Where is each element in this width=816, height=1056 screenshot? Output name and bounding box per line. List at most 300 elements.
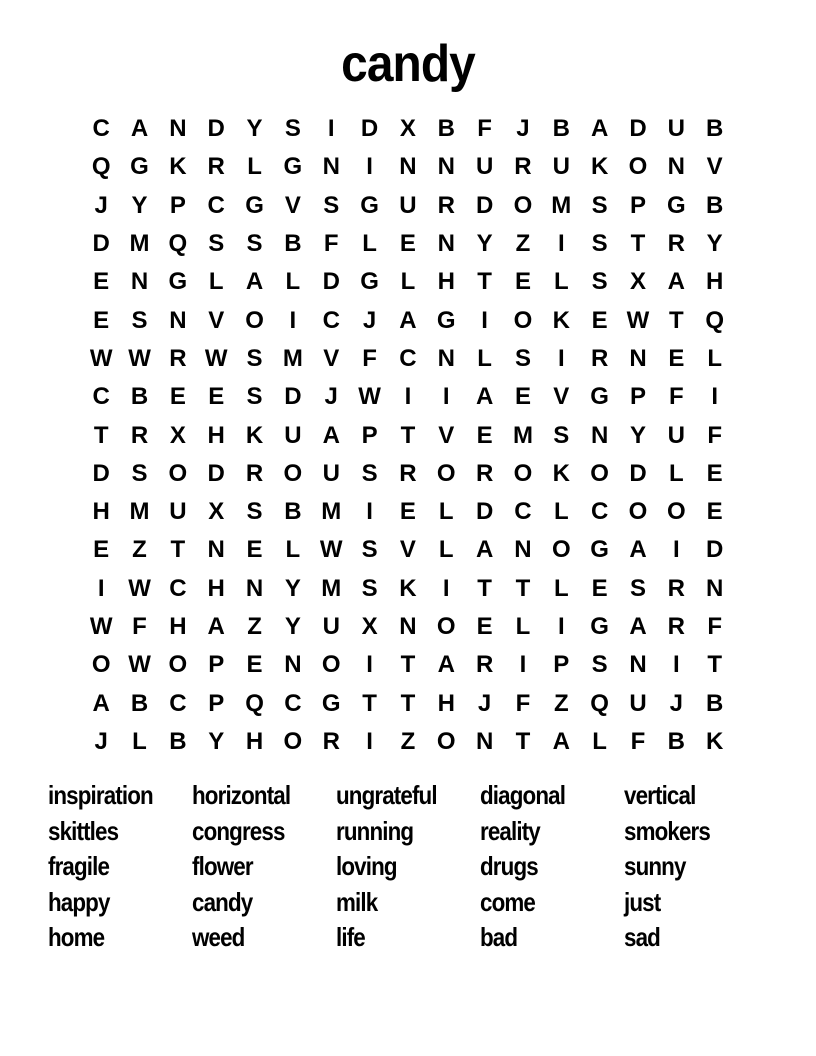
grid-letter: Z: [553, 689, 569, 717]
grid-letter: W: [358, 383, 381, 411]
grid-letter: H: [207, 421, 225, 449]
grid-letter: P: [553, 651, 570, 679]
grid-letter: R: [667, 613, 685, 640]
word-bank-item: home: [48, 922, 105, 952]
grid-letter: D: [207, 459, 225, 487]
word-bank: [48, 778, 768, 956]
grid-letter: M: [129, 230, 150, 258]
grid-letter: U: [629, 689, 647, 717]
grid-letter: R: [130, 421, 149, 449]
grid-letter: V: [284, 191, 301, 219]
grid-letter: A: [92, 689, 110, 717]
grid-letter: K: [552, 306, 570, 334]
grid-letter: R: [245, 459, 264, 487]
grid-letter: D: [475, 191, 494, 219]
grid-letter: K: [169, 153, 187, 181]
word-bank-item: sad: [624, 922, 660, 952]
grid-letter: K: [590, 153, 609, 181]
grid-letter: Q: [705, 306, 724, 334]
grid-letter: L: [592, 727, 607, 755]
grid-letter: E: [399, 498, 416, 526]
grid-letter: O: [551, 536, 571, 564]
grid-letter: P: [629, 191, 646, 219]
grid-letter: R: [590, 344, 609, 372]
grid-letter: H: [706, 268, 724, 296]
grid-letter: R: [475, 459, 494, 487]
grid-letter: H: [437, 268, 455, 296]
grid-row: [82, 110, 734, 148]
grid-letter: U: [667, 115, 685, 143]
grid-letter: A: [207, 613, 225, 640]
grid-letter: F: [515, 689, 531, 717]
grid-letter: O: [436, 727, 456, 755]
grid-letter: Q: [91, 153, 111, 181]
grid-letter: G: [168, 268, 188, 296]
grid-row: [82, 187, 734, 225]
grid-letter: R: [667, 230, 685, 258]
grid-letter: R: [399, 459, 417, 487]
grid-letter: G: [436, 306, 456, 334]
grid-letter: I: [557, 230, 565, 258]
grid-letter: O: [283, 727, 303, 755]
grid-letter: L: [553, 498, 569, 526]
grid-letter: L: [208, 268, 224, 296]
grid-letter: Q: [245, 689, 264, 717]
word-bank-item: bad: [480, 922, 518, 952]
word-bank-item: inspiration: [48, 780, 153, 810]
grid-letter: A: [667, 268, 685, 296]
grid-letter: A: [322, 421, 340, 449]
grid-letter: H: [207, 574, 225, 602]
grid-letter: D: [92, 459, 110, 487]
grid-letter: K: [399, 574, 417, 602]
grid-letter: N: [475, 727, 494, 755]
grid-letter: O: [168, 459, 188, 487]
grid-letter: J: [669, 689, 683, 717]
grid-row: [82, 340, 734, 378]
grid-letter: J: [362, 306, 377, 334]
grid-letter: T: [400, 689, 416, 717]
grid-letter: L: [247, 153, 262, 181]
grid-letter: E: [476, 613, 493, 640]
grid-letter: M: [282, 344, 303, 372]
grid-letter: N: [437, 230, 455, 258]
grid-letter: B: [284, 498, 302, 526]
word-bank-item: horizontal: [192, 780, 291, 810]
word-bank-item: flower: [192, 851, 253, 881]
grid-letter: U: [169, 498, 187, 526]
word-bank-item: milk: [336, 886, 378, 917]
word-bank-item: smokers: [624, 815, 710, 846]
grid-letter: S: [208, 230, 225, 258]
word-bank-item: running: [336, 815, 414, 846]
grid-letter: A: [629, 536, 647, 564]
word-bank-item: candy: [192, 886, 253, 917]
grid-letter: R: [207, 153, 225, 181]
grid-letter: O: [321, 651, 341, 679]
grid-letter: V: [323, 344, 340, 372]
page-title: candy: [341, 35, 475, 93]
grid-letter: E: [476, 421, 493, 449]
grid-letter: N: [399, 613, 417, 640]
grid-letter: P: [208, 689, 225, 717]
grid-letter: I: [289, 306, 297, 334]
grid-row: [82, 455, 734, 493]
grid-letter: G: [590, 613, 609, 640]
grid-letter: J: [477, 689, 492, 717]
grid-letter: O: [628, 498, 648, 526]
grid-letter: G: [283, 153, 303, 181]
grid-letter: Y: [246, 115, 263, 143]
grid-letter: N: [245, 574, 264, 602]
grid-letter: O: [513, 306, 533, 334]
grid-letter: F: [362, 344, 377, 372]
grid-letter: S: [361, 536, 378, 564]
grid-letter: N: [207, 536, 225, 564]
grid-letter: M: [551, 191, 572, 219]
grid-letter: D: [629, 115, 647, 143]
grid-letter: W: [128, 574, 151, 602]
grid-letter: O: [436, 613, 456, 640]
grid-letter: Y: [476, 230, 493, 258]
grid-letter: D: [322, 268, 340, 296]
grid-letter: A: [590, 115, 609, 143]
grid-letter: G: [590, 383, 609, 411]
grid-letter: R: [322, 727, 340, 755]
grid-letter: M: [512, 421, 533, 449]
word-bank-item: reality: [480, 815, 540, 846]
grid-letter: E: [93, 268, 110, 296]
grid-letter: G: [130, 153, 149, 181]
grid-letter: S: [629, 574, 646, 602]
grid-letter: W: [128, 651, 151, 679]
grid-letter: E: [706, 459, 723, 487]
grid-letter: B: [169, 727, 187, 755]
grid-letter: B: [437, 115, 455, 143]
word-bank-item: life: [336, 922, 365, 952]
grid-letter: B: [667, 727, 685, 755]
grid-letter: C: [399, 344, 417, 372]
grid-letter: I: [557, 613, 565, 640]
grid-letter: E: [246, 536, 263, 564]
grid-letter: N: [399, 153, 417, 181]
grid-letter: N: [169, 306, 187, 334]
grid-letter: S: [514, 344, 531, 372]
grid-letter: I: [672, 651, 680, 679]
grid-letter: O: [513, 191, 533, 219]
grid-letter: J: [94, 191, 108, 219]
grid-letter: O: [283, 459, 303, 487]
grid-row: [82, 684, 734, 722]
grid-letter: T: [362, 689, 377, 717]
grid-letter: W: [319, 536, 343, 564]
grid-letter: B: [706, 191, 724, 219]
word-bank-item: ungrateful: [336, 780, 437, 810]
grid-letter: I: [366, 153, 373, 181]
grid-letter: T: [477, 574, 492, 602]
grid-letter: Q: [168, 230, 188, 258]
grid-letter: B: [284, 230, 302, 258]
grid-letter: C: [590, 498, 609, 526]
grid-letter: H: [169, 613, 187, 640]
grid-letter: C: [169, 574, 187, 602]
grid-letter: Z: [247, 613, 262, 640]
grid-letter: I: [442, 574, 450, 602]
grid-letter: V: [438, 421, 455, 449]
grid-letter: C: [514, 498, 532, 526]
grid-letter: Z: [515, 230, 531, 258]
grid-letter: N: [437, 153, 455, 181]
grid-letter: N: [629, 651, 647, 679]
grid-letter: Y: [131, 191, 148, 219]
grid-letter: C: [284, 689, 302, 717]
grid-letter: W: [89, 344, 113, 372]
grid-letter: I: [442, 383, 450, 411]
grid-row: [82, 225, 734, 263]
word-bank-item: sunny: [624, 851, 686, 881]
grid-letter: P: [169, 191, 186, 219]
grid-letter: U: [399, 191, 417, 219]
grid-letter: K: [706, 727, 724, 755]
grid-letter: S: [591, 268, 608, 296]
grid-letter: L: [132, 727, 147, 755]
grid-letter: X: [629, 268, 646, 296]
grid-letter: N: [284, 651, 302, 679]
grid-letter: L: [438, 498, 454, 526]
grid-letter: Y: [706, 230, 723, 258]
grid-letter: N: [514, 536, 532, 564]
grid-letter: L: [668, 459, 684, 487]
grid-letter: F: [707, 421, 722, 449]
grid-letter: V: [553, 383, 570, 411]
grid-letter: I: [711, 383, 718, 411]
grid-letter: N: [437, 344, 455, 372]
grid-letter: L: [477, 344, 492, 372]
grid-letter: H: [92, 498, 110, 526]
grid-letter: M: [129, 498, 150, 526]
grid-letter: S: [284, 115, 301, 143]
grid-letter: D: [207, 115, 225, 143]
grid-letter: L: [285, 268, 301, 296]
grid-letter: D: [706, 536, 724, 564]
grid-letter: S: [591, 230, 608, 258]
grid-letter: C: [207, 191, 225, 219]
grid-letter: W: [128, 344, 151, 372]
grid-row: [82, 263, 734, 301]
grid-letter: S: [246, 344, 263, 372]
word-bank-item: congress: [192, 815, 285, 846]
grid-letter: I: [672, 536, 680, 564]
grid-letter: O: [628, 153, 648, 181]
grid-letter: D: [360, 115, 379, 143]
grid-letter: M: [321, 574, 342, 602]
grid-letter: E: [514, 268, 531, 296]
grid-letter: Q: [590, 689, 609, 717]
grid-letter: I: [557, 344, 565, 372]
grid-letter: G: [321, 689, 341, 717]
grid-letter: T: [400, 651, 416, 679]
grid-letter: T: [515, 727, 531, 755]
grid-letter: A: [399, 306, 417, 334]
grid-letter: N: [169, 115, 187, 143]
grid-letter: X: [208, 498, 225, 526]
grid-letter: J: [324, 383, 338, 411]
grid-letter: W: [204, 344, 228, 372]
grid-letter: E: [208, 383, 225, 411]
grid-letter: R: [667, 574, 685, 602]
grid-letter: P: [208, 651, 225, 679]
grid-letter: L: [285, 536, 301, 564]
grid-letter: B: [706, 689, 724, 717]
grid-letter: S: [361, 459, 378, 487]
grid-letter: R: [437, 191, 455, 219]
grid-letter: C: [169, 689, 187, 717]
grid-letter: T: [170, 536, 186, 564]
grid-letter: S: [591, 191, 608, 219]
grid-letter: G: [245, 191, 264, 219]
grid-letter: O: [245, 306, 264, 334]
grid-letter: H: [245, 727, 264, 755]
grid-row: [82, 723, 734, 761]
grid-letter: C: [92, 115, 110, 143]
grid-row: [82, 646, 734, 684]
grid-letter: C: [322, 306, 340, 334]
grid-letter: I: [481, 306, 488, 334]
grid-letter: P: [361, 421, 378, 449]
grid-letter: U: [322, 459, 340, 487]
grid-letter: J: [94, 727, 108, 755]
grid-letter: S: [553, 421, 570, 449]
grid-letter: K: [552, 459, 570, 487]
grid-letter: A: [552, 727, 570, 755]
grid-letter: M: [321, 498, 342, 526]
grid-letter: L: [400, 268, 416, 296]
grid-letter: A: [629, 613, 647, 640]
grid-letter: I: [366, 727, 373, 755]
word-bank-item: come: [480, 886, 535, 917]
grid-letter: A: [130, 115, 149, 143]
grid-letter: A: [475, 536, 494, 564]
grid-letter: E: [399, 230, 416, 258]
grid-letter: P: [629, 383, 646, 411]
puzzle-grid: [82, 110, 734, 761]
grid-letter: N: [706, 574, 724, 602]
grid-letter: Z: [132, 536, 147, 564]
grid-letter: I: [404, 383, 412, 411]
grid-letter: N: [629, 344, 647, 372]
word-bank-item: just: [624, 886, 661, 917]
grid-letter: G: [360, 191, 379, 219]
grid-letter: U: [667, 421, 685, 449]
grid-letter: G: [666, 191, 686, 219]
grid-letter: F: [630, 727, 646, 755]
grid-letter: X: [399, 115, 416, 143]
grid-letter: W: [89, 613, 113, 640]
grid-letter: T: [400, 421, 416, 449]
grid-letter: F: [477, 115, 492, 143]
grid-letter: L: [515, 613, 531, 640]
word-bank-item: weed: [192, 922, 245, 952]
grid-letter: K: [245, 421, 264, 449]
grid-row: [82, 416, 734, 454]
grid-letter: G: [590, 536, 609, 564]
grid-letter: Y: [284, 574, 301, 602]
grid-letter: S: [246, 498, 263, 526]
grid-letter: D: [475, 498, 494, 526]
grid-letter: C: [92, 383, 110, 411]
grid-letter: V: [399, 536, 416, 564]
grid-letter: L: [707, 344, 722, 372]
grid-letter: B: [552, 115, 570, 143]
grid-letter: D: [92, 230, 110, 258]
grid-row: [82, 378, 734, 416]
grid-letter: S: [131, 459, 148, 487]
grid-letter: I: [327, 115, 335, 143]
grid-letter: O: [91, 651, 111, 679]
grid-letter: X: [169, 421, 186, 449]
word-bank-item: happy: [48, 886, 110, 917]
grid-letter: R: [514, 153, 532, 181]
grid-letter: S: [591, 651, 608, 679]
grid-letter: R: [169, 344, 187, 372]
grid-row: [82, 148, 734, 186]
grid-letter: A: [475, 383, 494, 411]
grid-letter: T: [707, 651, 722, 679]
grid-letter: J: [516, 115, 530, 143]
grid-letter: T: [93, 421, 109, 449]
grid-letter: D: [629, 459, 647, 487]
grid-row: [82, 570, 734, 608]
grid-letter: F: [132, 613, 147, 640]
grid-letter: V: [706, 153, 723, 181]
grid-letter: S: [246, 383, 263, 411]
grid-letter: W: [626, 306, 650, 334]
grid-letter: X: [361, 613, 378, 640]
grid-letter: N: [322, 153, 340, 181]
grid-letter: A: [245, 268, 264, 296]
grid-letter: E: [93, 306, 110, 334]
grid-letter: B: [130, 689, 149, 717]
grid-letter: G: [360, 268, 379, 296]
grid-row: [82, 493, 734, 531]
grid-letter: N: [590, 421, 609, 449]
grid-letter: Y: [284, 613, 301, 640]
word-bank-item: fragile: [48, 851, 110, 881]
grid-letter: R: [475, 651, 494, 679]
grid-letter: D: [284, 383, 302, 411]
word-bank-item: skittles: [48, 815, 119, 846]
grid-letter: U: [322, 613, 340, 640]
grid-letter: U: [475, 153, 494, 181]
grid-letter: I: [366, 651, 373, 679]
grid-letter: O: [436, 459, 456, 487]
grid-letter: E: [169, 383, 186, 411]
grid-letter: E: [706, 498, 723, 526]
grid-letter: Y: [208, 727, 225, 755]
grid-letter: A: [437, 651, 455, 679]
grid-letter: I: [519, 651, 527, 679]
grid-letter: E: [93, 536, 110, 564]
grid-letter: Y: [629, 421, 646, 449]
grid-letter: F: [323, 230, 339, 258]
grid-letter: E: [246, 651, 263, 679]
grid-letter: N: [130, 268, 149, 296]
grid-letter: T: [668, 306, 684, 334]
grid-letter: S: [131, 306, 148, 334]
grid-letter: I: [97, 574, 105, 602]
grid-row: [82, 301, 734, 339]
grid-letter: T: [630, 230, 646, 258]
